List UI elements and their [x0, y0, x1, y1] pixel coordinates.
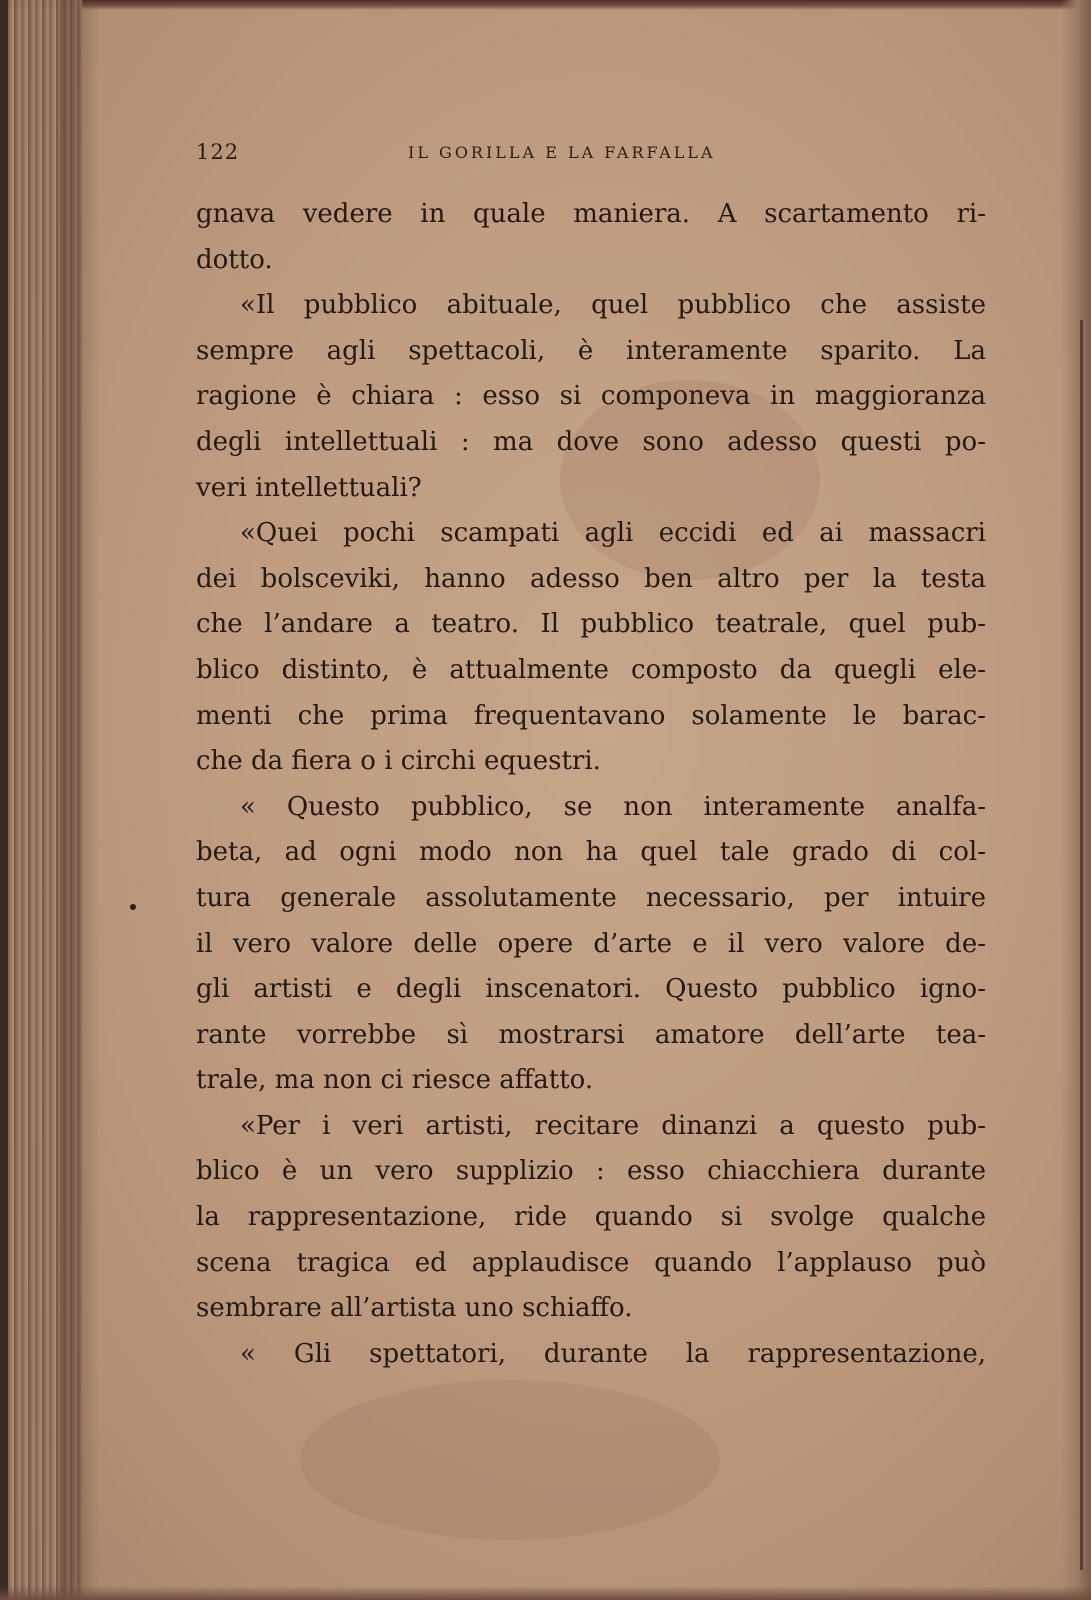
text-line: sempre agli spettacoli, è interamente sparito. La: [196, 335, 986, 366]
text-line: rante vorrebbe sì mostrarsi amatore dell’arte tea-: [196, 1019, 986, 1050]
page-header: [196, 140, 966, 164]
text-line: blico è un vero supplizio : esso chiacchiera durante: [196, 1156, 986, 1187]
text-line: dotto.: [196, 244, 273, 275]
page-right-border: [1080, 320, 1083, 1570]
text-line: trale, ma non ci riesce affatto.: [196, 1065, 594, 1096]
binding-edge: [0, 0, 8, 1600]
text-line: la rappresentazione, ride quando si svolge qualche: [196, 1202, 986, 1233]
text-line: « Questo pubblico, se non interamente analfa-: [240, 791, 986, 822]
text-line: sembrare all’artista uno schiaffo.: [196, 1293, 633, 1324]
text-line: gnava vedere in quale maniera. A scartamento ri-: [196, 199, 986, 229]
text-line: beta, ad ogni modo non ha quel tale grado di col-: [196, 837, 986, 868]
text-line: ragione è chiara : esso si componeva in maggioranza: [196, 381, 986, 412]
text-line: « Gli spettatori, durante la rappresentazione,: [240, 1338, 986, 1369]
text-line: il vero valore delle opere d’arte e il vero valore de-: [196, 928, 986, 959]
text-line: «Il pubblico abituale, quel pubblico che assiste: [240, 290, 986, 321]
page-bottom-edge: [0, 1586, 1091, 1600]
text-line: tura generale assolutamente necessario, per intuire: [196, 882, 986, 913]
text-line: blico distinto, è attualmente composto da quegli ele-: [196, 654, 986, 685]
text-line: che da fiera o i circhi equestri.: [196, 746, 601, 777]
text-line: «Quei pochi scampati agli eccidi ed ai massacri: [240, 518, 986, 549]
ink-speck: [130, 904, 136, 910]
paper-stain: [300, 1380, 720, 1540]
text-line: scena tragica ed applaudisce quando l’applauso può: [196, 1247, 986, 1278]
text-line: dei bolsceviki, hanno adesso ben altro per la testa: [196, 563, 986, 594]
text-line: gli artisti e degli inscenatori. Questo pubblico igno-: [196, 974, 986, 1005]
text-line: che l’andare a teatro. Il pubblico teatrale, quel pub-: [196, 609, 986, 640]
gutter-shadow: [60, 0, 100, 1600]
text-line: menti che prima frequentavano solamente le barac-: [196, 700, 986, 731]
page-number: 122: [196, 140, 240, 164]
text-line: degli intellettuali : ma dove sono adesso questi po-: [196, 426, 986, 457]
running-head: IL GORILLA E LA FARFALLA: [408, 143, 716, 162]
page-right-edge: [1061, 0, 1091, 1600]
text-line: «Per i veri artisti, recitare dinanzi a questo pub-: [240, 1110, 986, 1141]
body-text: [196, 192, 986, 1377]
page-top-edge: [0, 0, 1091, 10]
text-line: veri intellettuali?: [196, 472, 422, 503]
